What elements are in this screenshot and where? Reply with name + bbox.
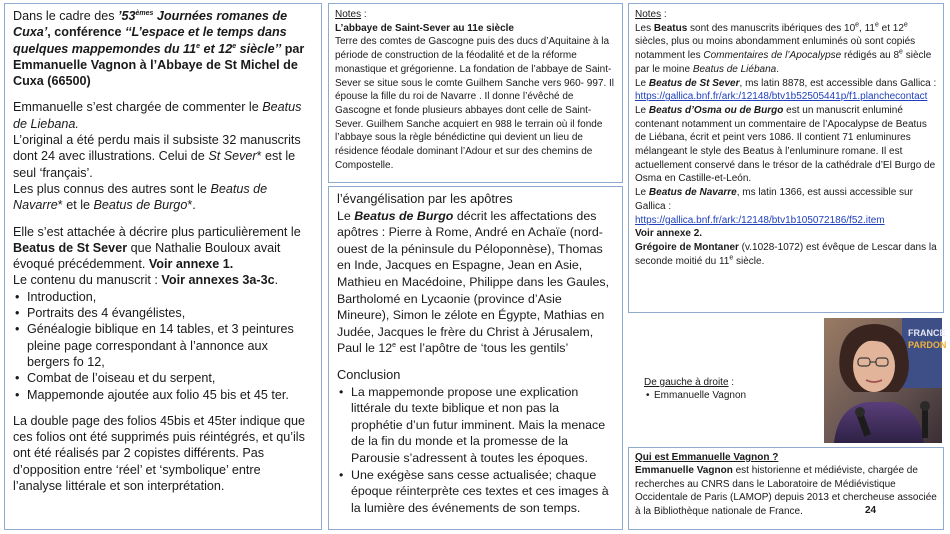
- notes-label-text: Notes: [335, 9, 362, 20]
- text: rédigés au 8: [841, 50, 900, 62]
- list-item: • Portraits des 4 évangélistes,: [13, 305, 313, 321]
- photo-caption: [644, 376, 814, 402]
- conference-title: ‘‘L’espace et le temps dans quelques mappemondes du 11: [13, 25, 287, 56]
- text-bold: Grégoire de Montaner: [635, 241, 739, 253]
- montaner-note: [635, 241, 937, 268]
- text-italic: Beatus de Liebana.: [13, 100, 302, 131]
- gallica-link-st-sever[interactable]: https://gallica.bnf.fr/ark:/12148/btv1b52505441p/f1.planchecontact: [635, 91, 928, 103]
- text-bold-italic: Beatus d’Osma ou de Burgo: [648, 104, 784, 116]
- text-bold: Beatus: [653, 22, 688, 34]
- text: Le contenu du manuscrit :: [13, 273, 162, 288]
- colon: :: [661, 9, 667, 20]
- speaker-photo: [824, 318, 947, 443]
- about-speaker-box: [628, 447, 944, 530]
- intro-conference: , conférence: [47, 25, 125, 40]
- conference-title-c: siècle’’: [236, 41, 282, 56]
- about-body: [635, 464, 937, 518]
- sup-e: e: [392, 342, 397, 350]
- text: L’original a été perdu mais il subsiste 32 manuscrits dont 24 avec illustrations. Celui de: [13, 133, 301, 164]
- paragraph-3: [13, 132, 313, 181]
- sup-e: e: [903, 21, 908, 29]
- caption-item: • Emmanuelle Vagnon: [644, 389, 814, 402]
- colon: :: [361, 9, 367, 20]
- annex-reference: Voir annexe 1.: [148, 257, 234, 272]
- text: que Nathalie Bouloux avait évoqué précédemment.: [13, 240, 281, 272]
- notes-beatus-box: [628, 3, 944, 313]
- evangelisation-box: [328, 186, 623, 530]
- banner-text: PARDON: [908, 340, 947, 350]
- text-italic: St Sever: [208, 149, 257, 164]
- text-italic: Beatus de Liébana: [692, 63, 777, 75]
- list-item: • Généalogie biblique en 14 tables, et 3 peintures pleine page correspondant à l’annonce aux bergers fo 12,: [13, 321, 313, 370]
- annex-reference: Voir annexes 3a-3c: [161, 273, 275, 288]
- navarre-note: [635, 186, 937, 213]
- text: siècle.: [733, 255, 765, 267]
- text: , ms latin 8878, est accessible dans Gallica :: [739, 77, 937, 89]
- intro-53: ’53: [118, 9, 136, 23]
- speaker-photo-image: [824, 318, 947, 443]
- list-item: • Introduction,: [13, 289, 313, 305]
- text: Elle s’est attachée à décrire plus particulièrement le: [13, 224, 301, 239]
- list-item: • Combat de l’oiseau et du serpent,: [13, 370, 313, 386]
- text: décrit les affectations des apôtres : Pierre à Rome, André en Achaïe (nord-ouest de la péninsule du Péloponnèse), Thomas en Inde, Jacques en Espagne, Jean en Asie, Mathieu en Macédoine, Philippe dans les Gaules, Bartholomé en Lycaonie (province d’Asie Mineure), Simon le zélote en Égypte, Mathias en Judée, Jacques le frère du Christ à Jérusalem, Paul le 12: [337, 208, 610, 356]
- sup-e: e: [232, 42, 237, 50]
- caption-title: De gauche à droite: [644, 377, 729, 388]
- paragraph-2: [13, 99, 313, 132]
- conclusion-list: [337, 384, 614, 517]
- osma-note: [635, 104, 937, 186]
- conference-title-b: et 12: [200, 41, 233, 56]
- paragraph-5: [13, 224, 313, 273]
- text: .: [274, 273, 279, 288]
- list-item: • Mappemonde ajoutée aux folio 45 bis et 45 ter.: [13, 387, 313, 403]
- notes-label-text: Notes: [635, 9, 662, 20]
- st-sever-note: [635, 77, 937, 91]
- text: et 12: [878, 22, 904, 34]
- text: Le: [635, 187, 649, 199]
- text-bold-italic: Beatus de Burgo: [354, 208, 454, 223]
- text: , ms latin 1366, est aussi accessible sur Gallica :: [635, 187, 913, 212]
- text-bold: Beatus de St Sever: [13, 240, 128, 255]
- notes-label: [335, 8, 616, 22]
- text: , 11: [859, 22, 875, 34]
- speaker-name: Emmanuelle Vagnon: [635, 465, 733, 477]
- text: est historienne et médiéviste, chargée de recherches au CNRS dans le Laboratoire de Médiévistique Occidentale de Paris (LAMOP) depuis 2013 et chercheuse associée à la Bibliothèque nationale de France.: [635, 465, 937, 517]
- paragraph-7: La double page des folios 45bis et 45ter indique que ces folios ont été supprimés puis réintégrés, et qu’ils ont été réalisés par 2 copistes différents. Pas d’opposition entre ‘réel’ et ‘symbolique’ entre l’analyse littérale et son interprétation.: [13, 413, 305, 494]
- banner-text: FRANCE: [908, 328, 946, 338]
- text-bold-italic: Beatus de Navarre: [648, 187, 737, 199]
- speaker-name: par Emmanuelle Vagnon: [13, 41, 305, 72]
- intro-journees: Journées romanes de Cuxa’: [13, 9, 288, 40]
- text: siècle par le moine: [635, 50, 932, 75]
- text: * est le seul ‘français’.: [13, 149, 296, 180]
- apostles-paragraph: [337, 208, 614, 357]
- intro-text: Dans le cadre des: [13, 9, 119, 23]
- conclusion-heading: Conclusion: [337, 366, 401, 382]
- page-number: 24: [865, 505, 877, 516]
- sup-e: e: [899, 48, 903, 56]
- paragraph-4: [13, 181, 313, 214]
- sup-e: e: [855, 21, 860, 29]
- text: Le: [635, 104, 649, 116]
- sup-e: e: [729, 254, 734, 262]
- gallica-link-navarre[interactable]: https://gallica.bnf.fr/ark:/12148/btv1b105072186/f52.item: [635, 214, 885, 226]
- text: Les: [635, 22, 654, 34]
- sup-e: e: [874, 21, 879, 29]
- text: est l’apôtre de ‘tous les gentils’: [396, 341, 569, 356]
- text-italic: Beatus de Navarre: [13, 181, 268, 213]
- sup-e: e: [196, 42, 201, 50]
- list-item: • La mappemonde propose une explication littérale du texte biblique et non pas la prophétie d’un futur imminent. Mais la menace de la fin du monde et la promesse de la Parousie s’adressent à toutes les époques.: [337, 384, 614, 467]
- venue: à l’Abbaye de St Michel de Cuxa (66500): [13, 57, 298, 89]
- text: est un manuscrit enluminé contenant notamment un commentaire de l’Apocalypse de Beatus de Liébana, écrit et peint vers 1086. Il contient 71 enluminures mélangeant le style des Beatus à l’enluminure romane. Il est actuellement conservé dans le trésor de la cathédrale d’El Burgo de Osma en Castille-et-León.: [635, 104, 936, 185]
- text-italic: Commentaires de l’Apocalypse: [703, 50, 842, 62]
- text: Le: [635, 77, 649, 89]
- text: (v.1028-1072) est évêque de Lescar dans la seconde moitié du 11: [635, 241, 937, 267]
- intro-paragraph: [13, 8, 313, 89]
- paragraph-6: [13, 272, 313, 288]
- text: siècles, plus ou moins abondamment enluminés où sont copiés notamment les: [635, 36, 916, 62]
- left-column-box: [4, 3, 322, 530]
- text: Les plus connus des autres sont le: [13, 181, 211, 196]
- notes-saint-sever-box: [328, 3, 623, 183]
- text: Le: [337, 208, 355, 223]
- notes-label: [635, 8, 937, 22]
- text-bold-italic: Beatus de St Sever: [648, 77, 740, 89]
- colon: :: [728, 377, 735, 388]
- notes-heading: L’abbaye de Saint-Sever au 11e siècle: [335, 22, 514, 34]
- text: .: [776, 63, 779, 75]
- list-item: • Une exégèse sans cesse actualisée; chaque époque réinterprète ces textes et ces images à la lumière des événements de son temps.: [337, 467, 614, 517]
- intro-emes: èmes: [135, 9, 154, 17]
- text: Emmanuelle s’est chargée de commenter le: [13, 100, 263, 115]
- text-italic: Beatus de Burgo: [93, 198, 188, 213]
- text: * et le: [57, 198, 94, 213]
- annex-reference: Voir annexe 2.: [635, 228, 703, 240]
- section-heading: l’évangélisation par les apôtres: [337, 191, 513, 206]
- manuscript-contents-list: [13, 289, 313, 403]
- beatus-definition: [635, 22, 937, 77]
- about-heading: Qui est Emmanuelle Vagnon ?: [635, 452, 779, 463]
- text: sont des manuscrits ibériques des 10: [687, 22, 856, 34]
- notes-body: Terre des comtes de Gascogne puis des ducs d’Aquitaine à la période de construction de la féodalité et de la réforme monastique et grégorienne. La fondation de l’abbaye de Saint-Sever se situe sous le comte Guilhem Sanche vers 960- 997. Il épouse la fille du roi de Navarre . Il donne l’évêché de Gascogne et fonde plusieurs abbayes dont celle de Saint-Sever. Guilhem Sanche acquiert en 988 le terrain où il fonde l’abbaye sous la règle bénédictine qui devient un lieu de résidence féodale dominant l’Adour et sur des chemins de Compostelle.: [335, 36, 615, 171]
- text: *.: [187, 198, 196, 213]
